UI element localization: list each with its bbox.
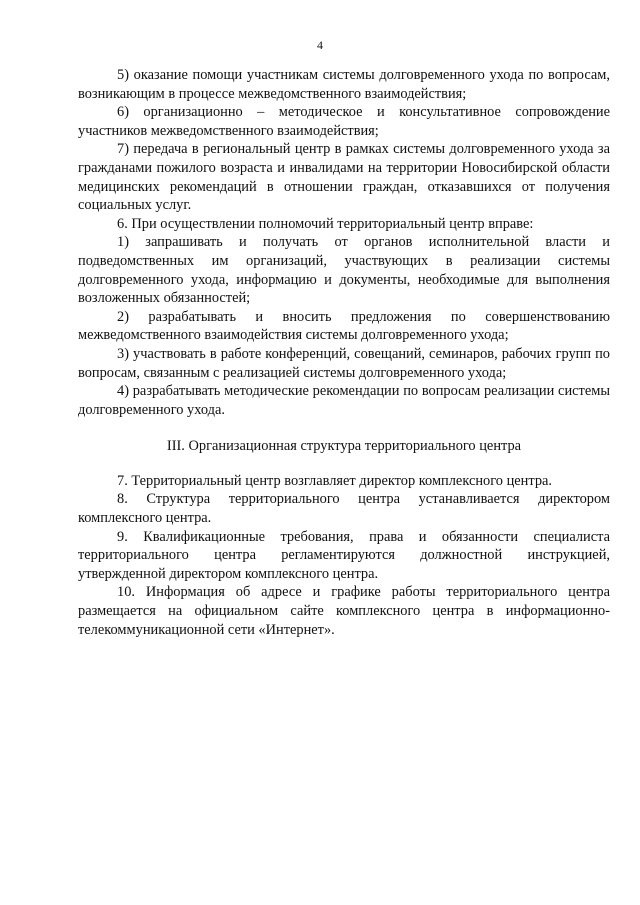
document-body — [78, 66, 610, 639]
page-number: 4 — [317, 38, 323, 52]
paragraph-clause-10: 10. Информация об адресе и графике работы территориального центра размещается на официальном сайте комплексного центра в информационно-телекоммуникационной сети «Интернет». — [78, 584, 610, 638]
paragraph-clause-8: 8. Структура территориального центра устанавливается директором комплексного центра. — [78, 491, 610, 527]
paragraph-item-6: 6) организационно – методическое и консультативное сопровождение участников межведомственного взаимодействия; — [78, 104, 610, 139]
paragraph-right-1: 1) запрашивать и получать от органов исполнительной власти и подведомственных им организаций, участвующих в реализации системы долговременного ухода, информацию и документы, необходимые для выполнения возложенных обязанностей; — [78, 234, 610, 307]
paragraph-item-5: 5) оказание помощи участникам системы долговременного ухода по вопросам, возникающим в процессе межведомственного взаимодействия; — [78, 67, 610, 102]
paragraph-clause-6: 6. При осуществлении полномочий территориальный центр вправе: — [117, 215, 534, 232]
paragraph-right-4: 4) разрабатывать методические рекомендации по вопросам реализации системы долговременного ухода. — [78, 383, 610, 418]
paragraph-clause-7: 7. Территориальный центр возглавляет директор комплексного центра. — [117, 472, 553, 489]
paragraph-right-2: 2) разрабатывать и вносить предложения по совершенствованию межведомственного взаимодействия системы долговременного ухода; — [78, 308, 610, 344]
section-heading: III. Организационная структура территориального центра — [166, 438, 522, 455]
paragraph-clause-9: 9. Квалификационные требования, права и обязанности специалиста территориального центра регламентируются должностной инструкцией, утвержденной директором комплексного центра. — [78, 528, 610, 582]
paragraph-right-3: 3) участвовать в работе конференций, совещаний, семинаров, рабочих групп по вопросам, связанным с реализацией системы долговременного ухода; — [78, 345, 610, 381]
paragraph-item-7: 7) передача в региональный центр в рамках системы долговременного ухода за гражданами пожилого возраста и инвалидами на территории Новосибирской области медицинских рекомендаций в отношении граждан, отказавшихся от получения социальных услуг. — [78, 141, 610, 214]
